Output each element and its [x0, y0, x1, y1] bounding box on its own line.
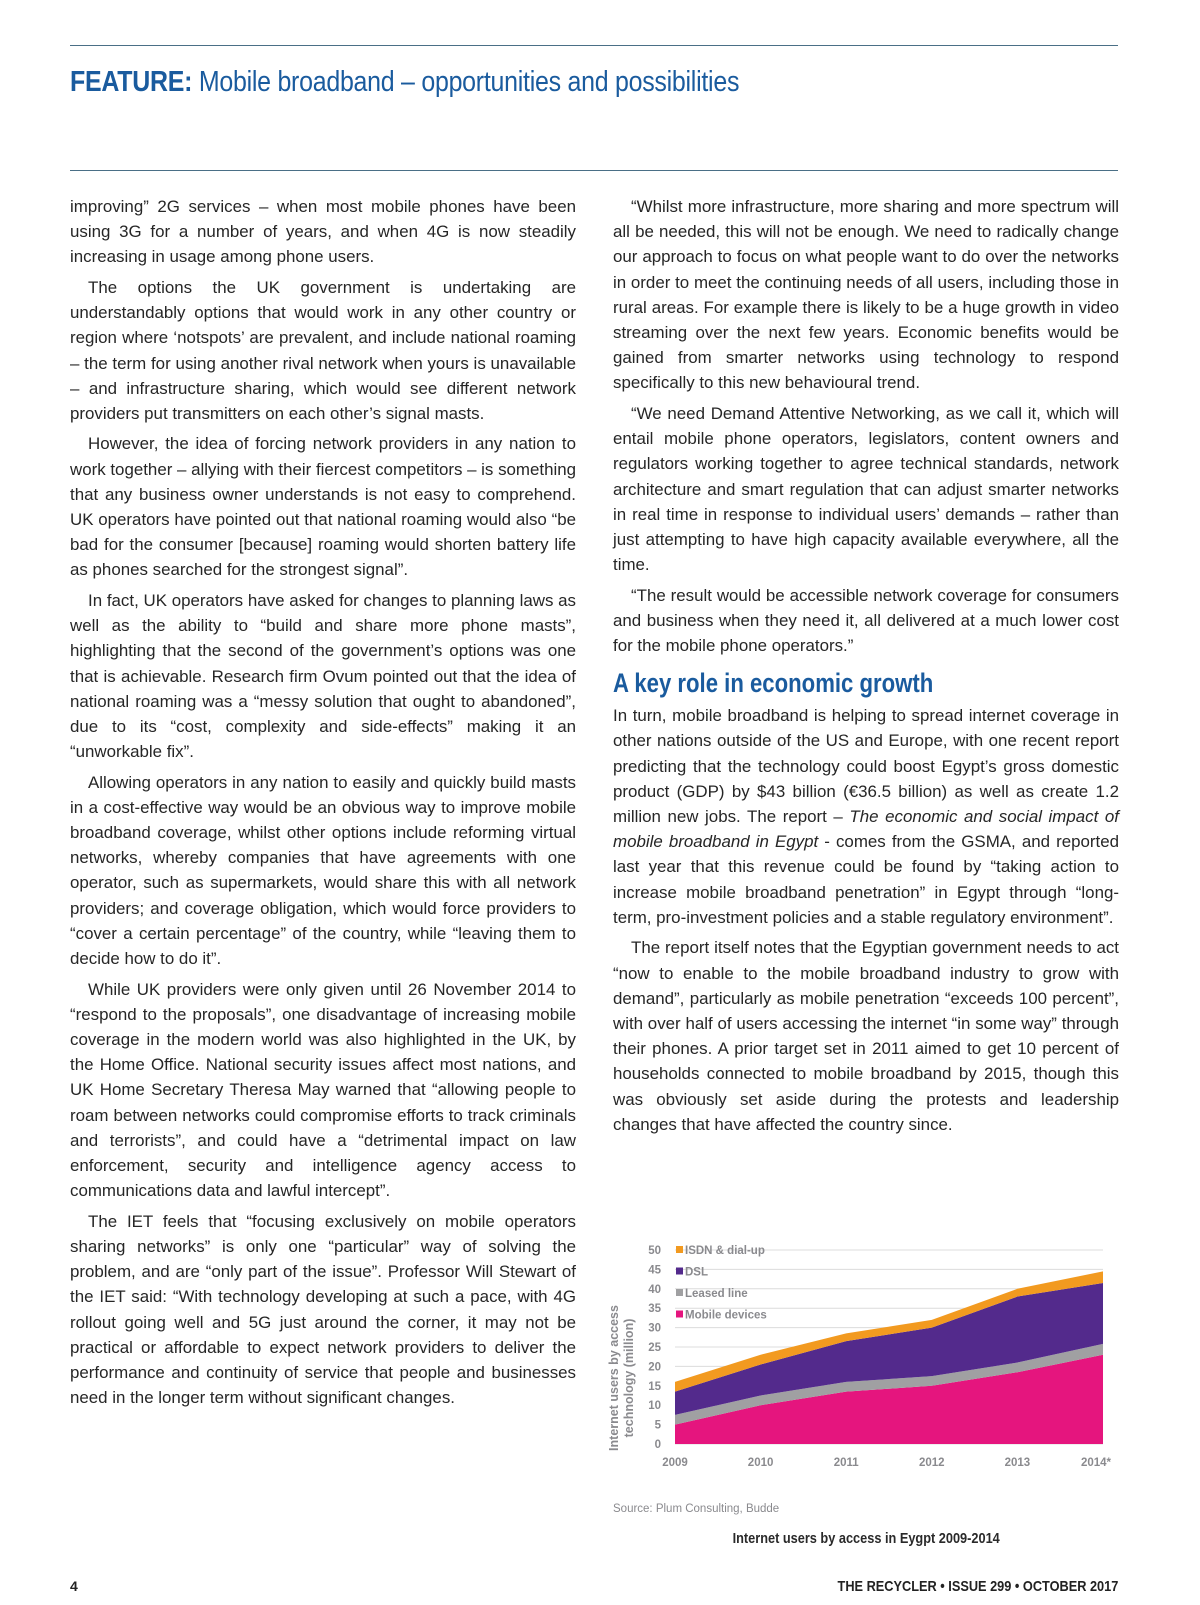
- y-tick-label: 25: [648, 1342, 661, 1354]
- section-subheading: A key role in economic growth: [613, 668, 934, 699]
- x-tick-label: 2010: [747, 1457, 774, 1469]
- chart-caption-text: Internet users by access in Eygpt 2009-2014: [732, 1530, 1000, 1547]
- growth-paragraph-1-text-a: In turn, mobile broadband is helping to spread internet coverage in other nations outside of the US and Europe, with one recent report predicting that the technology could boost Egypt’s gross domestic product (GDP) by $43 billion (€36.5 billion) as well as create 1.2 million new jobs. The report –: [613, 706, 1119, 827]
- right-paragraph-2: “We need Demand Attentive Networking, as we call it, which will entail mobile phone operators, legislators, content owners and regulators working together to agree technical standards, network architecture and smart regulation that can adjust smarter networks in real time in response to individual users’ demands – rather than just attempting to have high capacity available everywhere, all the time.: [613, 403, 1119, 575]
- y-tick-label: 35: [648, 1303, 661, 1316]
- page-header: [70, 66, 739, 99]
- left-paragraph-4: In fact, UK operators have asked for changes to planning laws as well as the ability to “build and share more phone masts”, highlighting that the second of the government’s options was one that is achievable. Research firm Ovum pointed out that the idea of national roaming was a “messy solution that ought to abandoned”, due to its “cost, complexity and side-effects” making it an “unworkable fix”.: [70, 590, 576, 762]
- growth-paragraph-1: [613, 703, 1119, 930]
- report-title-italic: The economic and social impact of mobile broadband in Egypt: [613, 807, 1119, 852]
- chart: [607, 1238, 1119, 1528]
- y-tick-label: 20: [648, 1361, 661, 1374]
- right-paragraph-1: “Whilst more infrastructure, more sharing and more spectrum will all be needed, this will not be enough. We need to radically change our approach to focus on what people want to do over the networks in order to meet the continuing needs of all users, including those in rural areas. For example there is likely to be a huge growth in video streaming over the next few years. Economic benefits would be gained from smarter networks using technology to respond specifically to this new behavioural trend.: [613, 197, 1119, 393]
- x-tick-label: 2011: [833, 1457, 859, 1469]
- chart-ylabel: Internet users by accesstechnology (million): [607, 1305, 636, 1451]
- header-title: Mobile broadband – opportunities and possibilities: [198, 66, 740, 98]
- legend-swatch: [676, 1289, 683, 1296]
- legend-swatch: [676, 1268, 683, 1275]
- left-paragraph-7: The IET feels that “focusing exclusively on mobile operators sharing networks” is only one “particular” way of solving the problem, and are “only part of the issue”. Professor Will Stewart of the IET said: “With technology developing at such a pace, with 4G rollout going well and 5G just around the corner, it may not be practical or affordable to expect network providers to deliver the performance and continuity of service that people and businesses need in the longer term without significant changes.: [70, 1211, 576, 1408]
- right-column: [613, 194, 1119, 1142]
- left-paragraph-5: Allowing operators in any nation to easily and quickly build masts in a cost-effective way would be an obvious way to improve mobile broadband coverage, whilst other options include reforming virtual networks, whereby companies that have agreements with one operator, such as supermarkets, would share this with all network providers; and coverage obligation, which would force providers to “cover a certain percentage” of the country, while “leaving them to decide how to do it”.: [70, 772, 576, 969]
- legend-label: Leased line: [685, 1288, 748, 1300]
- y-tick-label: 45: [648, 1264, 661, 1277]
- page-number: 4: [70, 1578, 78, 1594]
- header-bottom-rule: [70, 170, 1118, 171]
- header-kicker: FEATURE:: [70, 66, 193, 98]
- legend-swatch: [676, 1311, 683, 1318]
- left-paragraph-6: While UK providers were only given until 26 November 2014 to “respond to the proposals”, one disadvantage of increasing mobile coverage in the modern world was also highlighted in the UK, by the Home Office. National security issues affect most nations, and UK Home Secretary Theresa May warned that “allowing people to roam between networks could compromise efforts to track criminals and terrorists”, and could have a “detrimental impact on law enforcement, security and intelligence agency access to communications data and lawful intercept”.: [70, 979, 576, 1201]
- left-column: [70, 194, 576, 1416]
- publication-footer: THE RECYCLER • ISSUE 299 • OCTOBER 2017: [837, 1578, 1118, 1595]
- x-tick-label: 2014*: [1080, 1457, 1111, 1469]
- right-paragraph-3: “The result would be accessible network coverage for consumers and business when they need it, all delivered at a much lower cost for the mobile phone operators.”: [613, 585, 1119, 656]
- legend-label: Mobile devices: [685, 1309, 767, 1322]
- internet-users-chart: [607, 1238, 1119, 1528]
- left-paragraph-3: However, the idea of forcing network providers in any nation to work together – allying with their fiercest competitors – is something that any business owner understands is not easy to comprehend. UK operators have pointed out that national roaming would also “be bad for the consumer [because] roaming would shorten battery life as phones searched for the strongest signal”.: [70, 434, 577, 580]
- y-tick-label: 50: [648, 1245, 661, 1257]
- y-tick-label: 0: [654, 1439, 661, 1451]
- growth-paragraph-1-text-b: - comes from the GSMA, and reported last year that this revenue could be found by “taking action to increase mobile broadband penetration” in Egypt through “long-term, pro-investment policies and a stable regulatory environment”.: [613, 832, 1120, 927]
- legend-label: DSL: [685, 1266, 708, 1279]
- x-tick-label: 2012: [919, 1457, 945, 1469]
- legend-label: ISDN & dial-up: [685, 1245, 765, 1257]
- chart-caption: [613, 1530, 1119, 1547]
- x-tick-label: 2013: [1004, 1457, 1031, 1469]
- y-tick-label: 10: [648, 1400, 661, 1413]
- legend-swatch: [676, 1246, 683, 1253]
- y-tick-label: 5: [654, 1419, 661, 1432]
- growth-paragraph-2: The report itself notes that the Egyptian government needs to act “now to enable to the mobile broadband industry to grow with demand”, particularly as mobile penetration “exceeds 100 percent”, with over half of users accessing the internet “in some way” through their phones. A prior target set in 2011 aimed to get 10 percent of households connected to mobile broadband by 2015, though this was obviously set aside during the protests and leadership changes that have affected the country since.: [613, 938, 1119, 1134]
- x-tick-label: 2009: [662, 1457, 688, 1469]
- y-tick-label: 15: [648, 1380, 661, 1393]
- chart-source: Source: Plum Consulting, Budde: [613, 1503, 780, 1515]
- left-paragraph-1: improving” 2G services – when most mobile phones have been using 3G for a number of years, and when 4G is now steadily increasing in usage among phone users.: [70, 197, 576, 267]
- y-tick-label: 30: [648, 1322, 661, 1335]
- y-tick-label: 40: [648, 1283, 661, 1296]
- top-rule: [70, 45, 1118, 46]
- left-paragraph-2: The options the UK government is undertaking are understandably options that would work in any other country or region where ‘notspots’ are prevalent, and include national roaming – the term for using another rival network when yours is unavailable – and infrastructure sharing, which would see different network providers put transmitters on each other’s signal masts.: [70, 277, 576, 423]
